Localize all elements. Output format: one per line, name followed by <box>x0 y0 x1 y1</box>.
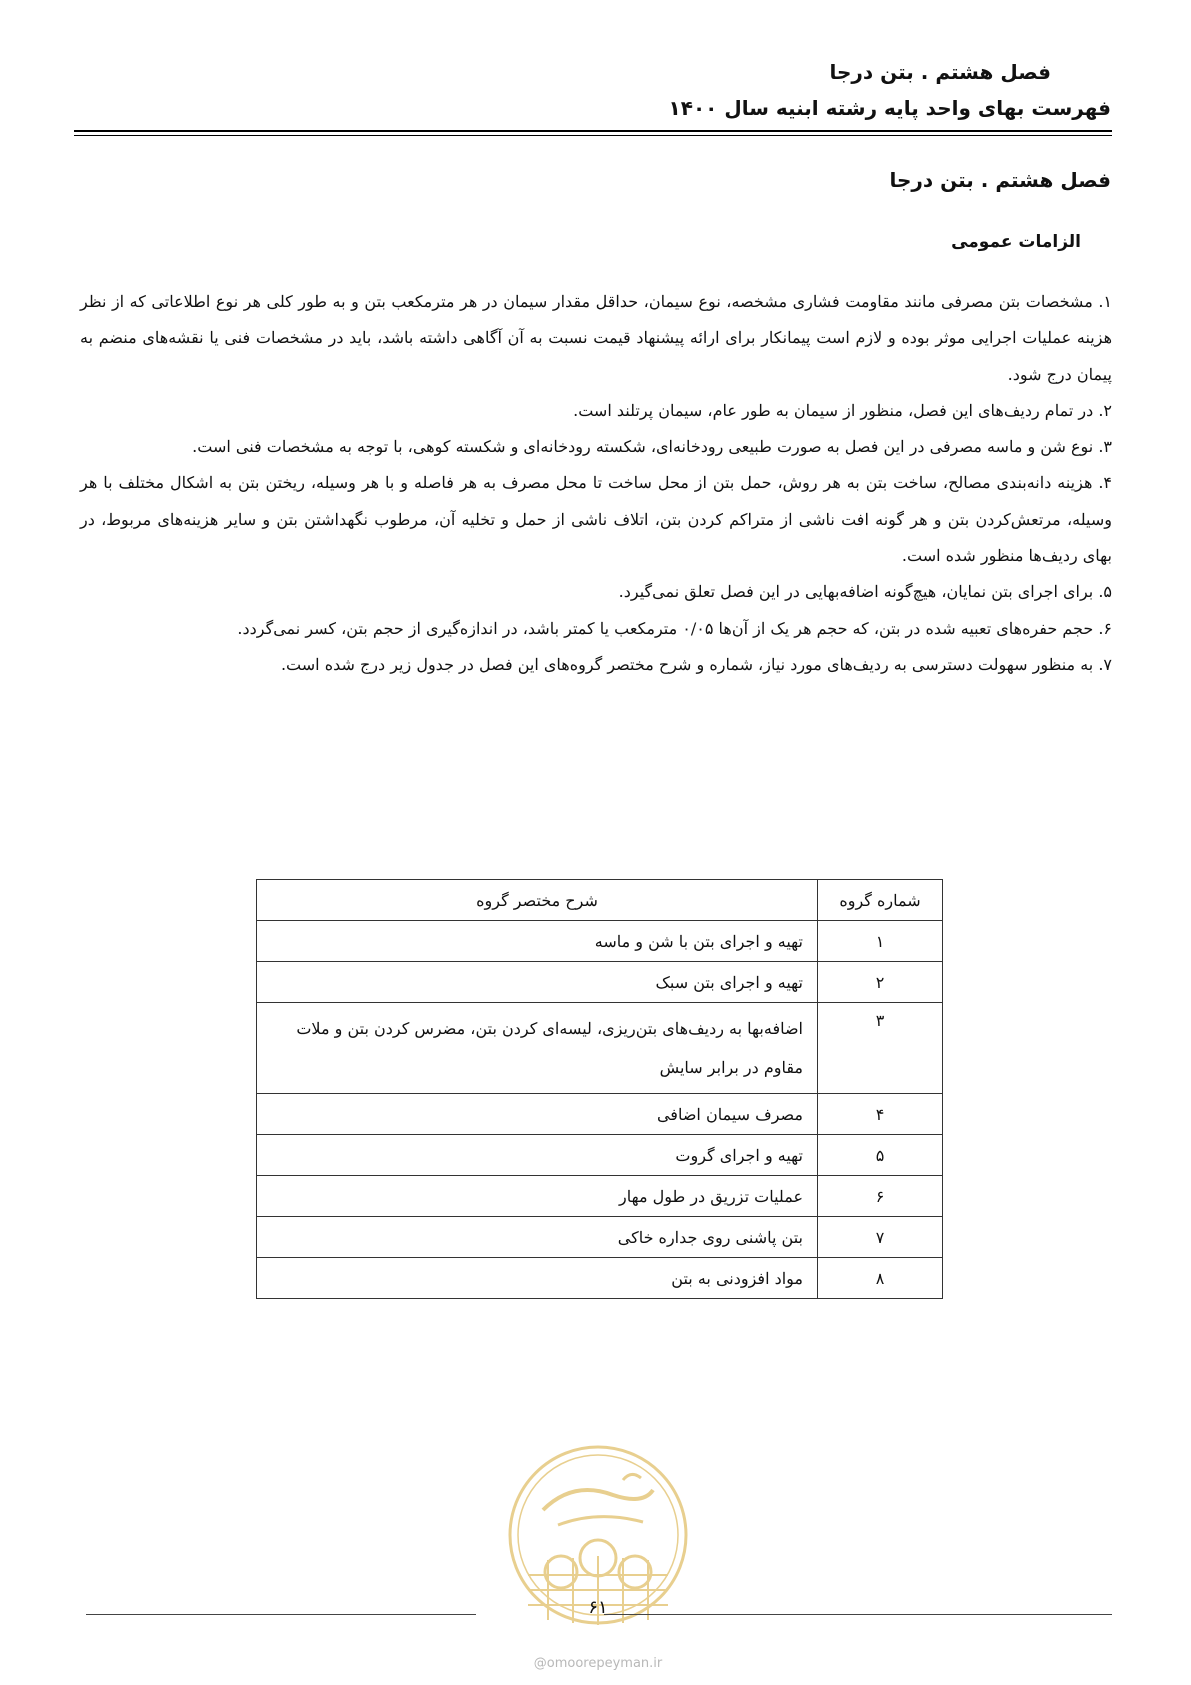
group-description: تهیه و اجرای بتن سبک <box>257 962 818 1003</box>
requirement-item: ۶. حجم حفره‌های تعبیه شده در بتن، که حجم هر یک از آن‌ها ۰/۰۵ مترمکعب یا کمتر باشد، در اندازه‌گیری از حجم بتن، کسر نمی‌گردد. <box>237 618 1112 638</box>
table-row <box>257 1135 943 1176</box>
page-number: ۶۱ <box>588 1597 608 1618</box>
group-number: ۸ <box>818 1258 943 1299</box>
group-description: عملیات تزریق در طول مهار <box>257 1176 818 1217</box>
groups-table <box>256 879 943 1299</box>
group-description: تهیه و اجرای بتن با شن و ماسه <box>257 921 818 962</box>
column-header-description: شرح مختصر گروه <box>257 880 818 921</box>
table-row <box>257 1003 943 1094</box>
header-rule-thick <box>74 130 1112 132</box>
footer-rule-right <box>604 1614 1112 1615</box>
requirement-item: ۴. هزینه دانه‌بندی مصالح، ساخت بتن به هر روش، حمل بتن از محل ساخت تا محل مصرف به هر فاصله و با هر وسیله، ریختن بتن به اشکال مختلف با هر وسیله، مرتعش‌کردن بتن و هر گونه افت ناشی از متراکم کردن بتن، اتلاف ناشی از حمل و تخلیه آن، مرطوب نگهداشتن بتن و سایر هزینه‌های مربوط، در بهای ردیف‌ها منظور شده است. <box>80 473 1112 566</box>
table-row <box>257 962 943 1003</box>
group-number: ۷ <box>818 1217 943 1258</box>
table-row <box>257 1176 943 1217</box>
requirement-item: ۷. به منظور سهولت دسترسی به ردیف‌های مورد نیاز، شماره و شرح مختصر گروه‌های این فصل در جدول زیر درج شده است. <box>280 654 1112 674</box>
group-number: ۲ <box>818 962 943 1003</box>
column-header-number: شماره گروه <box>818 880 943 921</box>
section-subtitle: الزامات عمومی <box>951 232 1081 252</box>
table-row <box>257 921 943 962</box>
group-description: بتن پاشنی روی جداره خاکی <box>257 1217 818 1258</box>
requirement-item: ۳. نوع شن و ماسه مصرفی در این فصل به صورت طبیعی رودخانه‌ای، شکسته رودخانه‌ای و شکسته کوهی، با توجه به مشخصات فنی است. <box>192 437 1112 457</box>
table-row <box>257 1217 943 1258</box>
header-catalog-title: فهرست بهای واحد پایه رشته ابنیه سال ۱۴۰۰ <box>668 96 1111 120</box>
website-watermark: @omoorepeyman.ir <box>533 1656 663 1671</box>
group-number: ۱ <box>818 921 943 962</box>
requirement-item: ۵. برای اجرای بتن نمایان، هیچ‌گونه اضافه‌بهایی در این فصل تعلق نمی‌گیرد. <box>618 582 1112 602</box>
section-title: فصل هشتم . بتن درجا <box>889 168 1111 192</box>
group-description: اضافه‌بها به ردیف‌های بتن‌ریزی، لیسه‌ای کردن بتن، مضرس کردن بتن و ملات مقاوم در برابر سایش <box>257 1003 818 1094</box>
requirement-item: ۱. مشخصات بتن مصرفی مانند مقاومت فشاری مشخصه، نوع سیمان، حداقل مقدار سیمان در هر مترمکعب بتن و به طور کلی هر نوع اطلاعاتی که از نظر هزینه عملیات اجرایی موثر بوده و لازم است پیمانکار برای ارائه پیشنهاد قیمت نسبت به آن آگاهی داشته باشد، باید در مشخصات فنی یا نقشه‌های منضم به پیمان درج شود. <box>80 292 1113 384</box>
group-description: مواد افزودنی به بتن <box>257 1258 818 1299</box>
group-description: تهیه و اجرای گروت <box>257 1135 818 1176</box>
table-row <box>257 1258 943 1299</box>
requirements-list <box>80 284 1112 683</box>
group-number: ۶ <box>818 1176 943 1217</box>
header-chapter-title: فصل هشتم . بتن درجا <box>829 60 1051 84</box>
group-number: ۴ <box>818 1094 943 1135</box>
group-description: مصرف سیمان اضافی <box>257 1094 818 1135</box>
table-header-row <box>257 880 943 921</box>
table-row <box>257 1094 943 1135</box>
group-number: ۳ <box>818 1003 943 1094</box>
footer-rule-left <box>86 1614 476 1615</box>
requirement-item: ۲. در تمام ردیف‌های این فصل، منظور از سیمان به طور عام، سیمان پرتلند است. <box>573 400 1112 420</box>
group-number: ۵ <box>818 1135 943 1176</box>
header-rule-thin <box>74 135 1112 136</box>
